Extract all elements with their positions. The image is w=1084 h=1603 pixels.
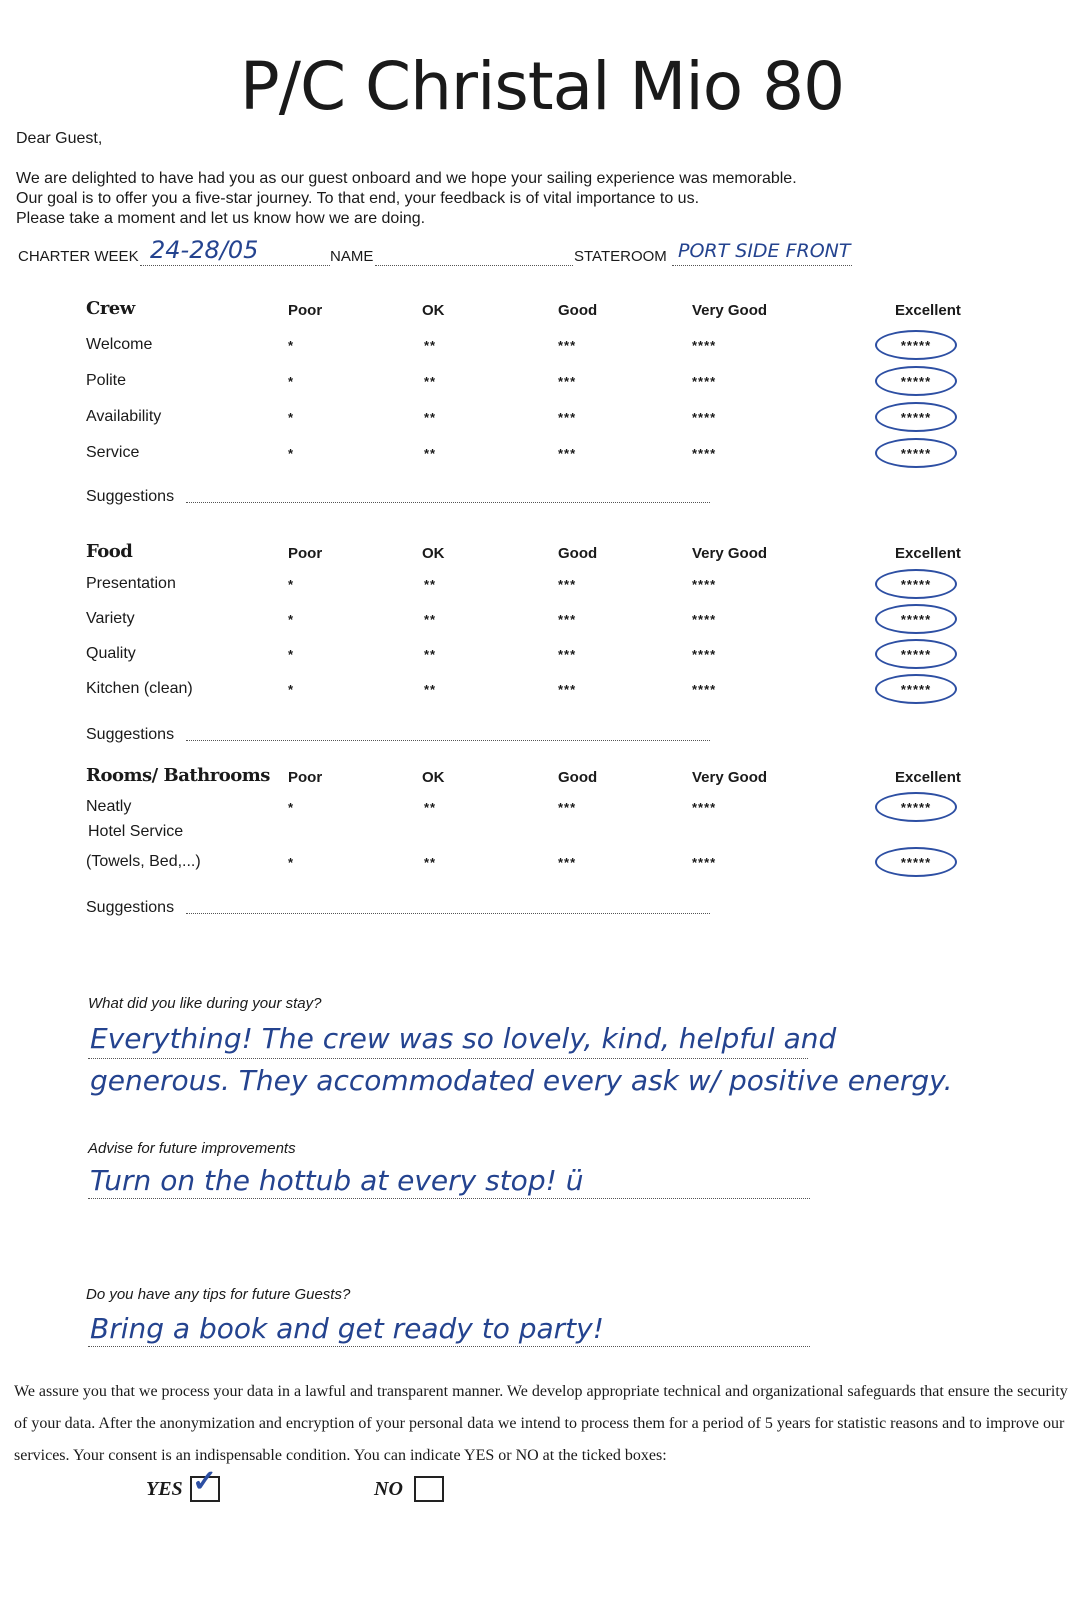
rating-header-excellent: Excellent xyxy=(895,769,961,786)
rating-option[interactable]: ** xyxy=(424,374,437,389)
selected-rating-circle[interactable]: ***** xyxy=(875,604,957,634)
rating-header-ok: OK xyxy=(422,545,445,562)
tips-line xyxy=(88,1346,810,1347)
name-label: NAME xyxy=(330,248,374,265)
selected-rating-circle[interactable]: ***** xyxy=(875,569,957,599)
rating-header-ok: OK xyxy=(422,302,445,319)
rating-option[interactable]: *** xyxy=(558,612,577,627)
rating-option[interactable]: *** xyxy=(558,338,577,353)
intro-line-1: We are delighted to have had you as our guest onboard and we hope your sailing experience was memorable. xyxy=(16,170,797,187)
row-label: (Towels, Bed,...) xyxy=(86,853,201,870)
suggestions-label: Suggestions xyxy=(86,726,175,743)
yes-label: YES xyxy=(146,1478,183,1500)
rating-option[interactable]: ** xyxy=(424,855,437,870)
rating-option[interactable]: *** xyxy=(558,410,577,425)
row-label: Variety xyxy=(86,610,135,627)
rating-option[interactable]: ** xyxy=(424,647,437,662)
liked-question: What did you like during your stay? xyxy=(88,995,322,1012)
intro-line-2: Our goal is to offer you a five-star journey. To that end, your feedback is of vital importance to us. xyxy=(16,190,700,207)
improve-line xyxy=(88,1198,810,1199)
rating-option[interactable]: ** xyxy=(424,800,437,815)
consent-text: We assure you that we process your data in a lawful and transparent manner. We develop appropriate technical and organizational safeguards that ensure the security of your data. After the anonymization and encryption of your personal data we intend to process them for a period of 5 years for statistic reasons and to improve our services. Your consent is an indispensable condition. You can indicate YES or NO at the ticked boxes: xyxy=(14,1383,1068,1464)
rating-option[interactable]: * xyxy=(288,338,295,353)
rating-option[interactable]: ** xyxy=(424,338,437,353)
rating-header-very-good: Very Good xyxy=(692,545,768,562)
row-label: Quality xyxy=(86,645,136,662)
row-label: Kitchen (clean) xyxy=(86,680,193,697)
rating-option[interactable]: * xyxy=(288,374,295,389)
selected-rating-circle[interactable]: ***** xyxy=(875,366,957,396)
stateroom-value[interactable]: PORT SIDE FRONT xyxy=(678,240,851,262)
row-label: Availability xyxy=(86,408,162,425)
row-label: Presentation xyxy=(86,575,176,592)
row-sublabel: Hotel Service xyxy=(88,823,184,840)
improve-answer[interactable]: Turn on the hottub at every stop! ü xyxy=(90,1164,584,1197)
rating-option[interactable]: **** xyxy=(692,577,717,592)
selected-rating-circle[interactable]: ***** xyxy=(875,792,957,822)
section-title: Food xyxy=(86,541,133,562)
suggestions-line[interactable] xyxy=(186,740,710,741)
rating-option[interactable]: *** xyxy=(558,682,577,697)
rating-option[interactable]: ** xyxy=(424,577,437,592)
improve-question: Advise for future improvements xyxy=(88,1140,296,1157)
rating-option[interactable]: * xyxy=(288,612,295,627)
yes-check-mark: ✓ xyxy=(192,1465,218,1498)
row-label: Welcome xyxy=(86,336,153,353)
selected-rating-circle[interactable]: ***** xyxy=(875,847,957,877)
suggestions-label: Suggestions xyxy=(86,899,175,916)
suggestions-line[interactable] xyxy=(186,913,710,914)
rating-option[interactable]: ** xyxy=(424,682,437,697)
rating-option[interactable]: * xyxy=(288,800,295,815)
rating-option[interactable]: *** xyxy=(558,374,577,389)
rating-option[interactable]: * xyxy=(288,577,295,592)
selected-rating-circle[interactable]: ***** xyxy=(875,674,957,704)
selected-rating-circle[interactable]: ***** xyxy=(875,402,957,432)
rating-option[interactable]: * xyxy=(288,682,295,697)
form-title: P/C Christal Mio 80 xyxy=(239,48,845,125)
rating-option[interactable]: **** xyxy=(692,374,717,389)
rating-option[interactable]: **** xyxy=(692,682,717,697)
no-checkbox[interactable] xyxy=(414,1476,444,1502)
rating-option[interactable]: *** xyxy=(558,446,577,461)
rating-header-good: Good xyxy=(558,302,598,319)
name-line xyxy=(375,265,573,266)
rating-option[interactable]: **** xyxy=(692,612,717,627)
rating-header-excellent: Excellent xyxy=(895,302,961,319)
rating-header-poor: Poor xyxy=(288,769,323,786)
section-title: Crew xyxy=(86,298,135,319)
rating-option[interactable]: **** xyxy=(692,446,717,461)
rating-option[interactable]: **** xyxy=(692,800,717,815)
charter-week-value[interactable]: 24-28/05 xyxy=(150,236,259,264)
tips-question: Do you have any tips for future Guests? xyxy=(86,1286,351,1303)
rating-option[interactable]: * xyxy=(288,855,295,870)
rating-option[interactable]: * xyxy=(288,647,295,662)
liked-line-1 xyxy=(88,1058,808,1059)
suggestions-line[interactable] xyxy=(186,502,710,503)
selected-rating-circle[interactable]: ***** xyxy=(875,639,957,669)
section-title: Rooms/ Bathrooms xyxy=(86,765,270,786)
suggestions-label: Suggestions xyxy=(86,488,175,505)
liked-answer-1[interactable]: Everything! The crew was so lovely, kind, helpful and xyxy=(90,1022,837,1055)
row-label: Neatly xyxy=(86,798,132,815)
rating-option[interactable]: **** xyxy=(692,410,717,425)
row-label: Polite xyxy=(86,372,127,389)
rating-option[interactable]: *** xyxy=(558,577,577,592)
greeting: Dear Guest, xyxy=(16,130,103,147)
rating-option[interactable]: *** xyxy=(558,800,577,815)
rating-header-poor: Poor xyxy=(288,302,323,319)
rating-option[interactable]: *** xyxy=(558,647,577,662)
charter-week-line xyxy=(140,265,330,266)
rating-header-poor: Poor xyxy=(288,545,323,562)
charter-week-label: CHARTER WEEK xyxy=(18,248,139,265)
rating-option[interactable]: * xyxy=(288,410,295,425)
intro-line-3: Please take a moment and let us know how we are doing. xyxy=(16,210,426,227)
rating-option[interactable]: **** xyxy=(692,647,717,662)
rating-header-good: Good xyxy=(558,545,598,562)
rating-option[interactable]: *** xyxy=(558,855,577,870)
rating-option[interactable]: * xyxy=(288,446,295,461)
rating-header-excellent: Excellent xyxy=(895,545,961,562)
rating-option[interactable]: ** xyxy=(424,446,437,461)
rating-header-very-good: Very Good xyxy=(692,302,768,319)
selected-rating-circle[interactable]: ***** xyxy=(875,330,957,360)
rating-option[interactable]: **** xyxy=(692,855,717,870)
yes-checkbox[interactable] xyxy=(190,1465,220,1502)
liked-answer-2[interactable]: generous. They accommodated every ask w/ positive energy. xyxy=(90,1064,953,1097)
no-label: NO xyxy=(374,1478,403,1500)
selected-rating-circle[interactable]: ***** xyxy=(875,438,957,468)
rating-option[interactable]: **** xyxy=(692,338,717,353)
rating-header-good: Good xyxy=(558,769,598,786)
rating-option[interactable]: ** xyxy=(424,612,437,627)
stateroom-line xyxy=(672,265,852,266)
row-label: Service xyxy=(86,444,140,461)
rating-header-ok: OK xyxy=(422,769,445,786)
stateroom-label: STATEROOM xyxy=(574,248,667,265)
tips-answer[interactable]: Bring a book and get ready to party! xyxy=(90,1312,604,1345)
rating-option[interactable]: ** xyxy=(424,410,437,425)
rating-header-very-good: Very Good xyxy=(692,769,768,786)
